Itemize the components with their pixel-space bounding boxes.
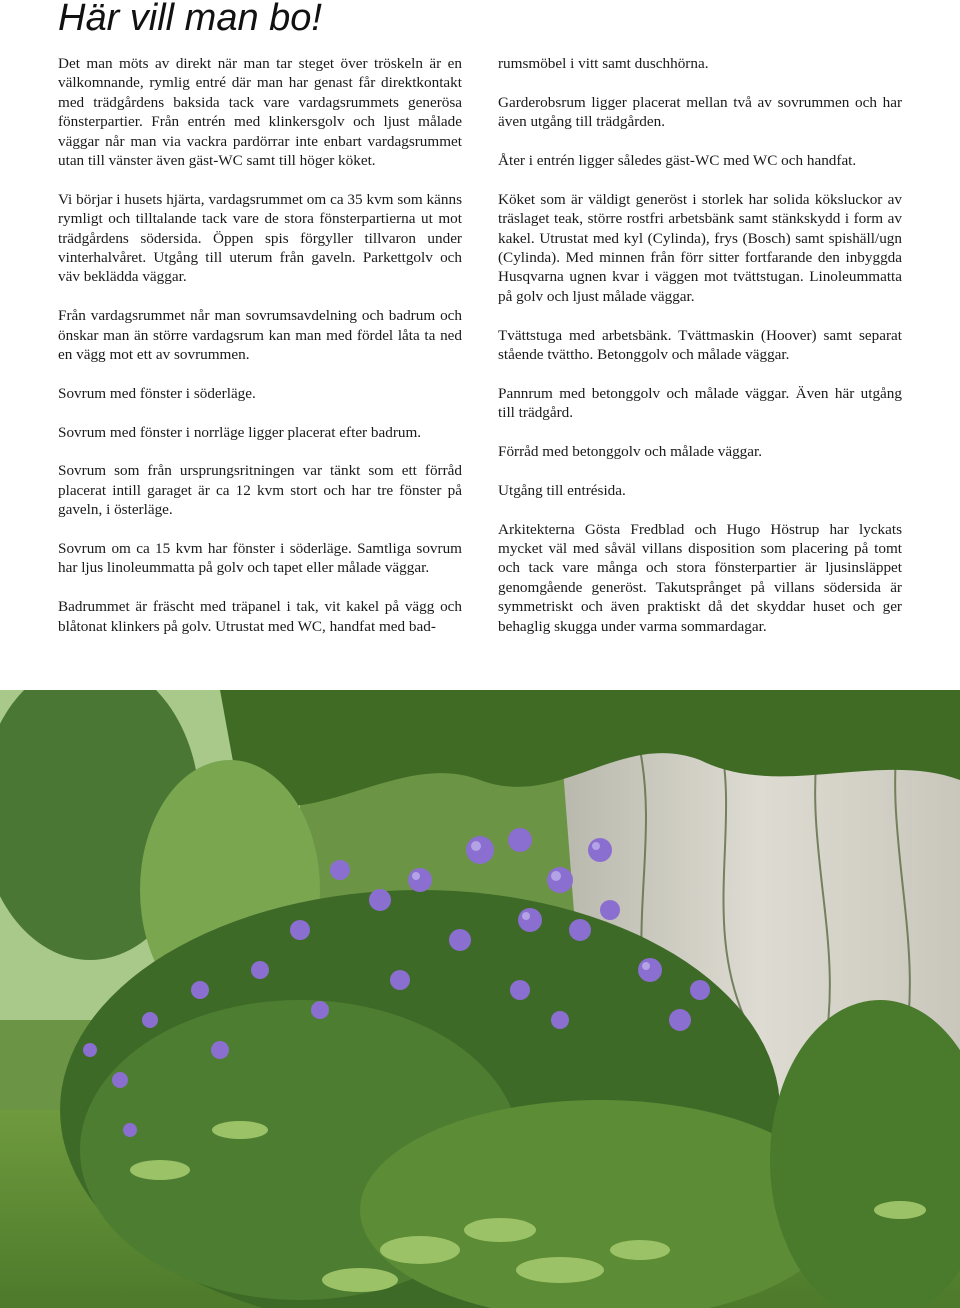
paragraph-forrad: Förråd med betonggolv och målade väggar. (498, 443, 763, 461)
paragraph-tvattstuga: Tvättstuga med arbetsbänk. Tvättmaskin (Hoover) samt separat stående tvättho. Betonggolv och målade väggar. (498, 326, 902, 364)
page-title: Här vill man bo! (58, 0, 322, 39)
paragraph-sovrum-forrad: Sovrum som från ursprungsritningen var tänkt som ett förråd placerat intill garaget är ca 12 kvm stort och har tre fönster på gaveln, i österläge. (58, 462, 462, 519)
paragraph-sovrum-norr: Sovrum med fönster i norrläge ligger placerat efter badrum. (58, 423, 422, 441)
left-text-column (58, 54, 462, 655)
paragraph-gast-wc: Åter i entrén ligger således gäst-WC med WC och handfat. (498, 152, 857, 169)
paragraph-sovrum-15kvm: Sovrum om ca 15 kvm har fönster i söderläge. Samtliga sovrum har ljus linoleummatta på golv och tapet eller målade väggar. (58, 540, 462, 577)
garden-photo-illustration (0, 690, 960, 1308)
paragraph-badrum: Badrummet är fräscht med träpanel i tak, vit kakel på vägg och blåtonat klinkers på golv. Utrustat med WC, handfat med bad- (58, 598, 462, 635)
right-text-column (498, 54, 902, 655)
paragraph-entre: Det man möts av direkt när man tar steget över tröskeln är en välkomnande, rymlig entré där man har genast får direktkontakt med trädgårdens baksida tack vare vardagsrummets generösa fönsterpartier. Från entrén med klinkersgolv och ljust målade väggar når man via vackra pardörrar inte enbart vardagsrummet utan till vänster även gäst-WC samt till höger köket. (58, 55, 462, 170)
paragraph-sovrumsavdelning: Från vardagsrummet når man sovrumsavdelning och badrum och önskar man än större vardagsrum kan man med fördel låta ta ned en vägg mot ett av sovrummen. (58, 307, 462, 364)
paragraph-utgang: Utgång till entrésida. (498, 481, 626, 499)
paragraph-vardagsrum: Vi börjar i husets hjärta, vardagsrummet om ca 35 kvm som känns rymligt och tilltalande tack vare de stora fönsterpartierna ut mot trädgårdens södersida. Öppen spis förgyller tillvaron under vinterhalvåret. Utgång till uterum från gaveln. Parkettgolv och väv beklädda väggar. (58, 190, 462, 286)
paragraph-sovrum-soder: Sovrum med fönster i söderläge. (58, 384, 256, 402)
garden-photo (0, 690, 960, 1308)
paragraph-koket: Köket som är väldigt generöst i storlek har solida köksluckor av träslaget teak, större rostfri arbetsbänk samt stänkskydd i form av kakel. Utrustat med kyl (Cylinda), frys (Bosch) samt spishäll/ugn (Cylinda). Med minnen från förr sitter fortfarande den inbyggda Husqvarna ugnen kvar i väggen mot tvättstugan. Linoleummatta på golv och ljust målade väggar. (498, 190, 902, 305)
paragraph-badrum-cont: rumsmöbel i vitt samt duschhörna. (498, 55, 709, 72)
paragraph-garderobsrum: Garderobsrum ligger placerat mellan två av sovrummen och har även utgång till trädgården. (498, 93, 902, 131)
paragraph-pannrum: Pannrum med betonggolv och målade väggar. Även här utgång till trädgård. (498, 384, 902, 422)
paragraph-arkitekterna: Arkitekterna Gösta Fredblad och Hugo Höstrup har lyckats mycket väl med såväl villans disposition som placering på tomt och tack vare många och stora fönsterpartier är ljusinsläppet genomgående generöst. Takutsprånget på villans södersida är symmetriskt och även praktiskt då det skyddar huset och ger behaglig skugga under varma sommardagar. (498, 520, 902, 635)
